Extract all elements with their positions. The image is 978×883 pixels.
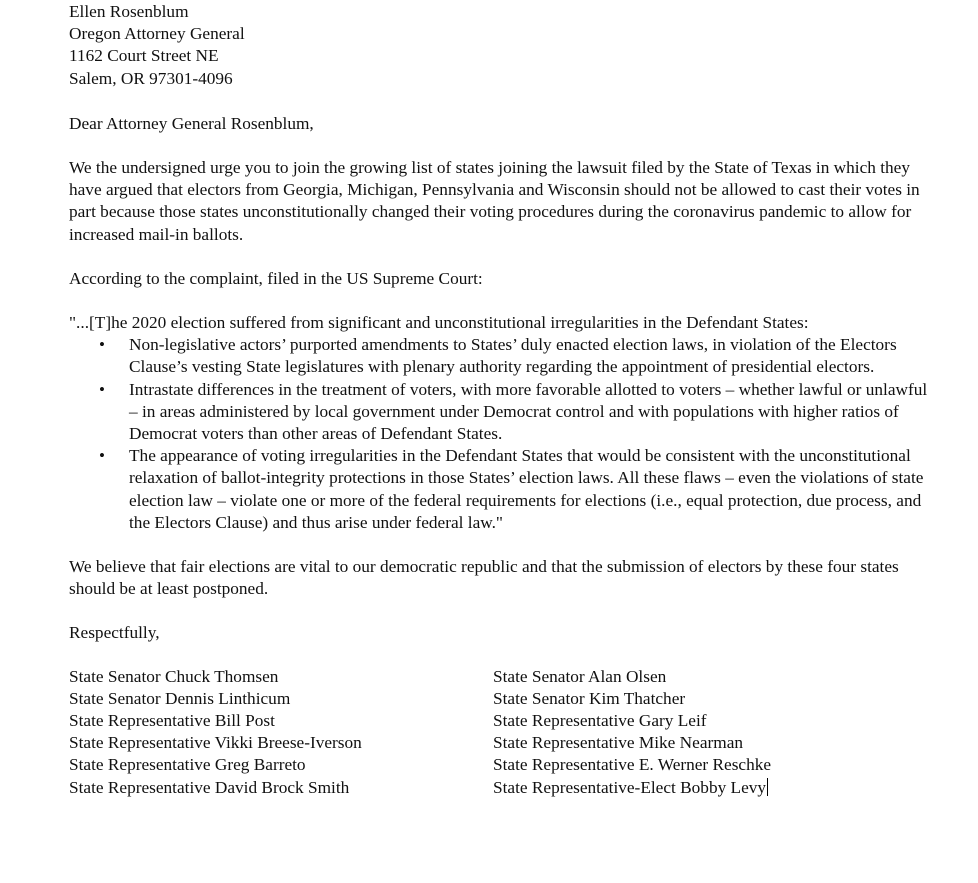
signatory: State Senator Kim Thatcher bbox=[493, 688, 686, 708]
salutation: Dear Attorney General Rosenblum, bbox=[69, 113, 314, 133]
signatory: State Senator Alan Olsen bbox=[493, 666, 667, 686]
quote-intro: "...[T]he 2020 election suffered from significant and unconstitutional irregularities in the Defendant States: bbox=[69, 313, 809, 333]
signatory: State Representative Bill Post bbox=[69, 711, 275, 731]
recipient-address bbox=[69, 1, 939, 90]
signatory: State Senator Dennis Linthicum bbox=[69, 688, 291, 708]
bullet-text: Non-legislative actors’ purported amendments to States’ duly enacted election laws, in violation of the Electors Clause’s vesting State legislatures with plenary authority regarding the appointment of presidential electors. bbox=[129, 335, 897, 377]
signature-column-left bbox=[69, 666, 493, 799]
signatory: State Representative E. Werner Reschke bbox=[493, 755, 772, 775]
signatory: State Representative Greg Barreto bbox=[69, 755, 306, 775]
signatory: State Representative David Brock Smith bbox=[69, 777, 350, 797]
bullet-icon: • bbox=[99, 446, 105, 466]
letter-page[interactable] bbox=[69, 0, 939, 799]
recipient-street: 1162 Court Street NE bbox=[69, 46, 219, 66]
signature-column-right bbox=[493, 666, 913, 799]
text-cursor bbox=[767, 778, 768, 796]
signatory: State Senator Chuck Thomsen bbox=[69, 666, 279, 686]
bullet-icon: • bbox=[99, 379, 105, 399]
signatory: State Representative-Elect Bobby Levy bbox=[493, 777, 767, 797]
recipient-name: Ellen Rosenblum bbox=[69, 2, 189, 21]
complaint-bullet-list bbox=[69, 334, 939, 534]
recipient-title: Oregon Attorney General bbox=[69, 24, 245, 44]
paragraph-complaint-intro: According to the complaint, filed in the US Supreme Court: bbox=[69, 268, 483, 288]
signatory-with-cursor[interactable] bbox=[493, 777, 913, 799]
list-item bbox=[69, 445, 939, 534]
signature-block bbox=[69, 666, 939, 799]
closing: Respectfully, bbox=[69, 623, 160, 643]
list-item bbox=[69, 379, 939, 446]
paragraph-request: We the undersigned urge you to join the growing list of states joining the lawsuit filed by the State of Texas in which they have argued that electors from Georgia, Michigan, Pennsylvania and Wisconsin should not be allowed to cast their votes in part because those states unconstitutionally changed their voting procedures during the coronavirus pandemic to allow for increased mail-in ballots. bbox=[69, 158, 920, 244]
bullet-text: Intrastate differences in the treatment of voters, with more favorable allotted to voters – whether lawful or unlawful – in areas administered by local government under Democrat control and with populations with higher ratios of Democrat voters than other areas of Defendant States. bbox=[129, 379, 928, 444]
signatory: State Representative Gary Leif bbox=[493, 711, 707, 731]
recipient-city: Salem, OR 97301-4096 bbox=[69, 68, 233, 88]
signatory: State Representative Vikki Breese-Iverson bbox=[69, 733, 362, 753]
bullet-text: The appearance of voting irregularities in the Defendant States that would be consistent with the unconstitutional relaxation of ballot-integrity protections in those States’ election laws. All these flaws – even the violations of state election law – violate one or more of the federal requirements for elections (i.e., equal protection, due process, and the Electors Clause) and thus arise under federal law." bbox=[129, 446, 924, 532]
signatory: State Representative Mike Nearman bbox=[493, 733, 744, 753]
paragraph-conclusion: We believe that fair elections are vital to our democratic republic and that the submission of electors by these four states should be at least postponed. bbox=[69, 557, 899, 599]
bullet-icon: • bbox=[99, 335, 105, 355]
list-item bbox=[69, 334, 939, 378]
